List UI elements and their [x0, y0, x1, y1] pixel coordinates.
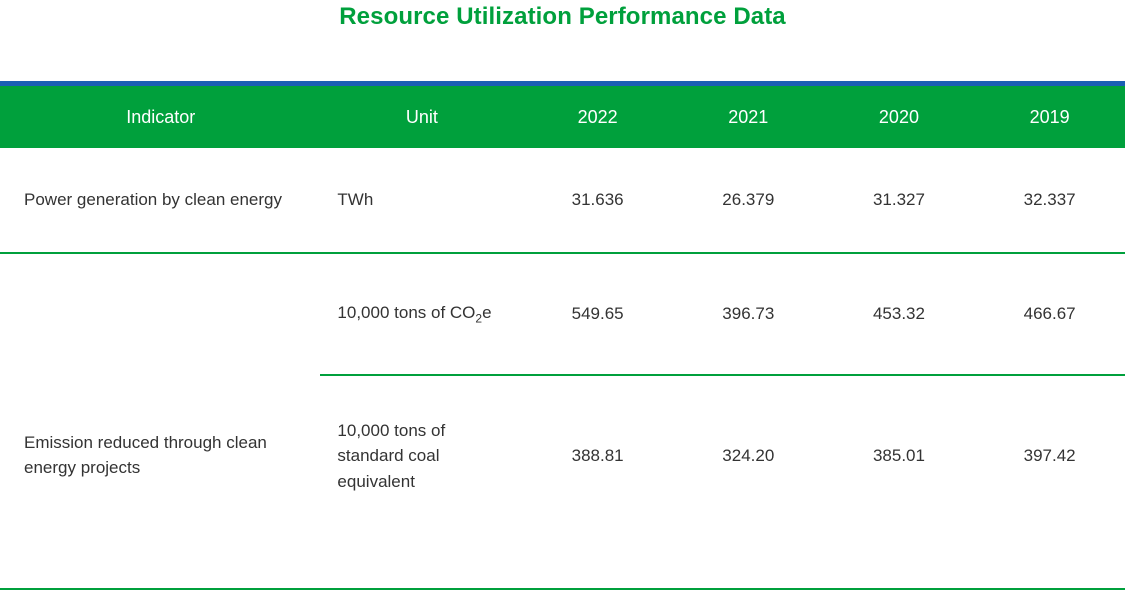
column-header-2020: 2020 — [824, 86, 975, 148]
page-title: Resource Utilization Performance Data — [339, 3, 786, 30]
table-header-row — [0, 86, 1125, 148]
cell-2019: 32.337 — [1023, 190, 1076, 209]
cell-2022: 388.81 — [571, 446, 624, 465]
column-header-2021: 2021 — [673, 86, 824, 148]
column-header-2019: 2019 — [974, 86, 1125, 148]
column-header-2022: 2022 — [522, 86, 673, 148]
cell-2021: 26.379 — [722, 190, 775, 209]
row-unit-standard-coal: 10,000 tons of standard coal equivalent — [337, 420, 446, 491]
table-header — [0, 81, 1125, 148]
unit-text-suffix: e — [482, 303, 492, 323]
row-indicator-empty — [0, 254, 321, 374]
cell-2019: 466.67 — [1023, 304, 1076, 323]
cell-2019: 397.42 — [1023, 446, 1076, 465]
unit-text-prefix: 10,000 tons of CO — [337, 303, 476, 323]
table-row — [0, 254, 1125, 374]
cell-2020: 453.32 — [872, 304, 925, 323]
cell-2021: 324.20 — [722, 446, 775, 465]
unit-text-subscript: 2 — [475, 311, 483, 326]
row-indicator-emission-reduced: Emission reduced through clean energy projects — [24, 433, 267, 477]
row-unit-twh: TWh — [337, 190, 374, 210]
table-body — [0, 148, 1125, 536]
cell-2021: 396.73 — [722, 304, 775, 323]
row-unit-co2e — [321, 254, 522, 374]
cell-2022: 549.65 — [571, 304, 624, 323]
cell-2022: 31.636 — [571, 190, 624, 209]
row-indicator-clean-energy-generation: Power generation by clean energy — [24, 189, 282, 209]
cell-2020: 385.01 — [872, 446, 925, 465]
column-header-unit: Unit — [321, 86, 522, 148]
cell-2020: 31.327 — [872, 190, 925, 209]
table-bottom-rule — [0, 588, 1125, 590]
table-row — [0, 376, 1125, 536]
column-header-indicator: Indicator — [0, 86, 321, 148]
performance-table — [0, 81, 1125, 536]
performance-table-container — [0, 81, 1125, 536]
table-row — [0, 148, 1125, 252]
